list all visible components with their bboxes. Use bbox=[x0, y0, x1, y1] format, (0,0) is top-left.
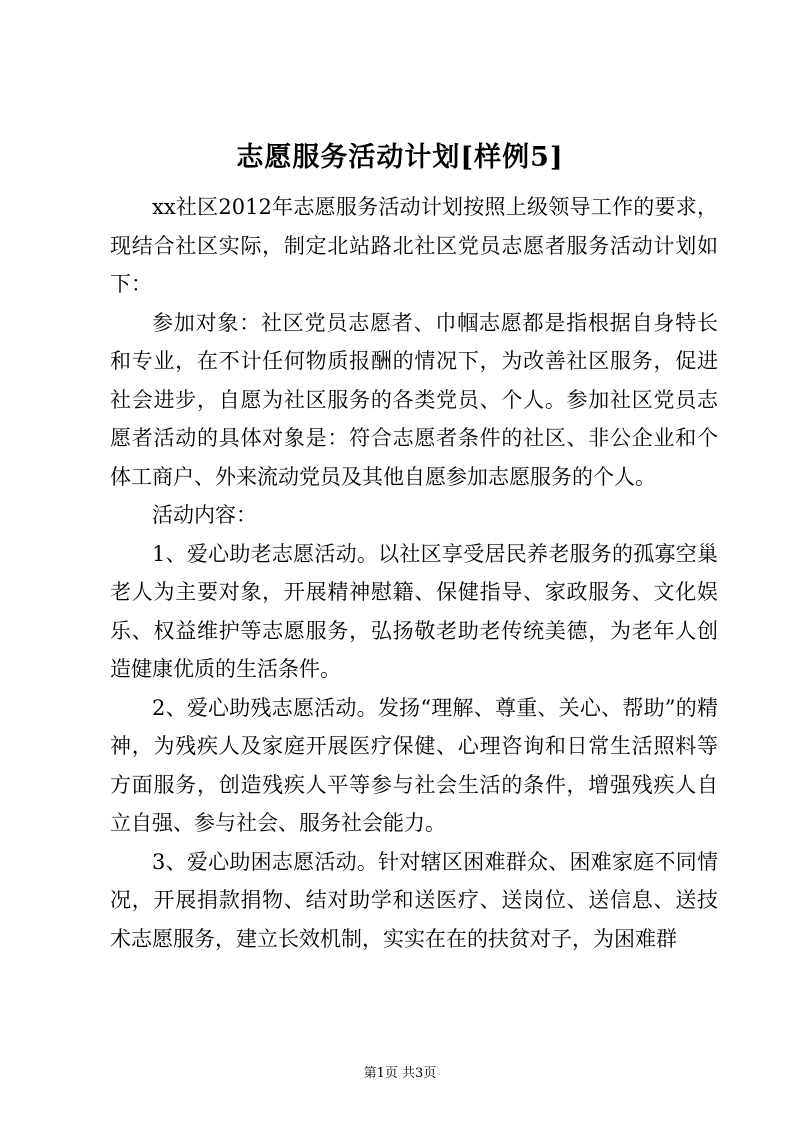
paragraph-disability-support: 2、爱心助残志愿活动。发扬“理解、尊重、关心、帮助”的精神，为残疾人及家庭开展医疗保健、心理咨询和日常生活照料等方面服务，创造残疾人平等参与社会生活的条件，增强残疾人自立自强、参与社会、服务社会能力。 bbox=[110, 695, 718, 835]
paragraph-elderly-care: 1、爱心助老志愿活动。以社区享受居民养老服务的孤寡空巢老人为主要对象，开展精神慰籍、保健指导、家政服务、文化娱乐、权益维护等志愿服务，弘扬敬老助老传统美德，为老年人创造健康优质的生活条件。 bbox=[110, 541, 718, 681]
document-title: 志愿服务活动计划[样例5] bbox=[236, 142, 564, 173]
paragraph-participants: 参加对象：社区党员志愿者、巾帼志愿都是指根据自身特长和专业，在不计任何物质报酬的情况下，为改善社区服务，促进社会进步，自愿为社区服务的各类党员、个人。参加社区党员志愿者活动的具体对象是：符合志愿者条件的社区、非公企业和个体工商户、外来流动党员及其他自愿参加志愿服务的个人。 bbox=[110, 310, 718, 489]
paragraph-activities-heading: 活动内容： bbox=[152, 503, 257, 527]
paragraph-intro: xx社区2012年志愿服务活动计划按照上级领导工作的要求，现结合社区实际，制定北站路北社区党员志愿者服务活动计划如下： bbox=[110, 195, 718, 296]
document-body bbox=[110, 188, 718, 958]
page-footer: 第1页 共3页 bbox=[363, 1066, 437, 1081]
paragraph-poverty-relief: 3、爱心助困志愿活动。针对辖区困难群众、困难家庭不同情况，开展捐款捐物、结对助学和送医疗、送岗位、送信息、送技术志愿服务，建立长效机制，实实在在的扶贫对子，为困难群 bbox=[110, 849, 718, 951]
